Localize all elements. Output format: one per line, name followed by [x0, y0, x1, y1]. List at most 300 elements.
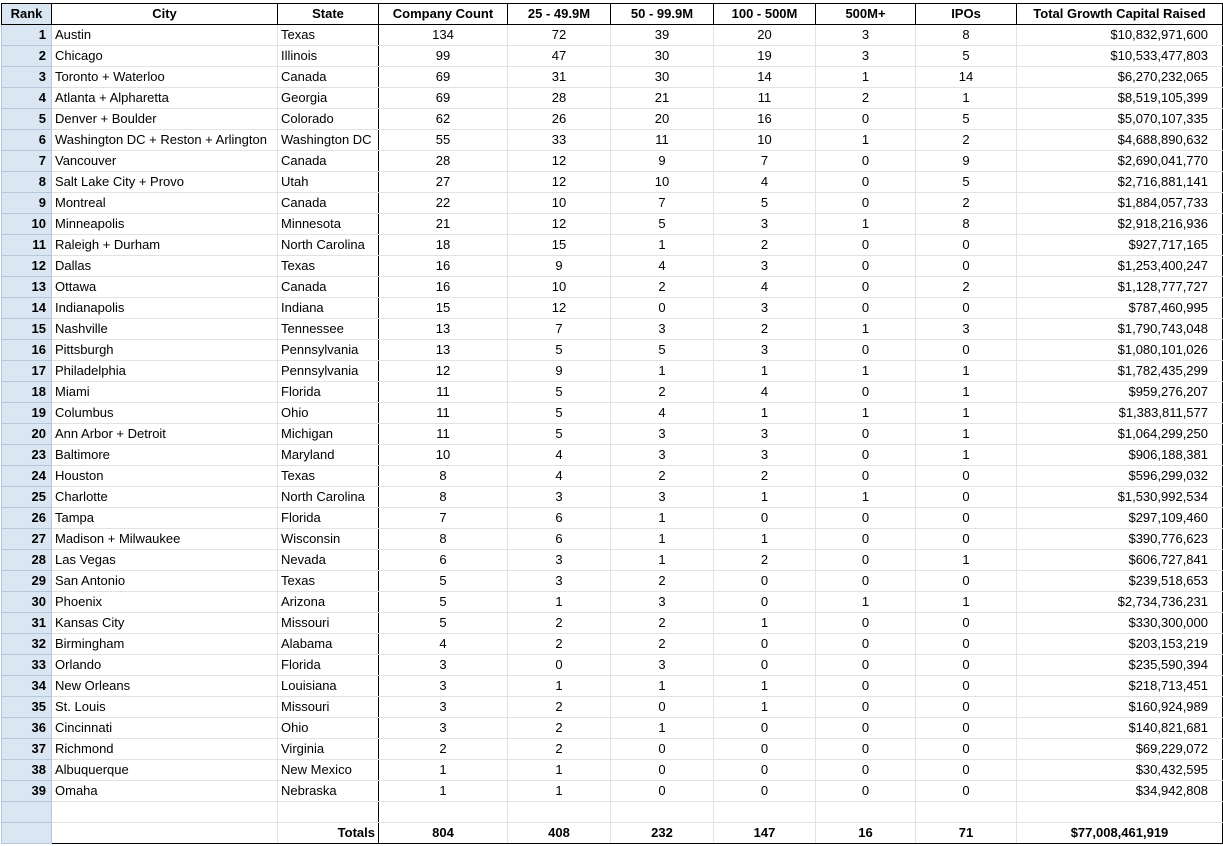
- company-count-cell[interactable]: 11: [379, 424, 508, 445]
- company-count-cell[interactable]: 16: [379, 277, 508, 298]
- total-capital-cell[interactable]: $218,713,451: [1017, 676, 1223, 697]
- city-cell[interactable]: New Orleans: [52, 676, 278, 697]
- range-500m-plus-cell[interactable]: 0: [816, 634, 916, 655]
- city-cell[interactable]: Cincinnati: [52, 718, 278, 739]
- company-count-cell[interactable]: 5: [379, 613, 508, 634]
- range-500m-plus-cell[interactable]: 1: [816, 403, 916, 424]
- total-capital-cell[interactable]: $69,229,072: [1017, 739, 1223, 760]
- ipos-cell[interactable]: 0: [916, 571, 1017, 592]
- range-500m-plus-cell[interactable]: 0: [816, 571, 916, 592]
- state-cell[interactable]: Texas: [278, 25, 379, 46]
- range-100-500m-cell[interactable]: 0: [714, 781, 816, 802]
- range-25-49m-cell[interactable]: 3: [508, 487, 611, 508]
- range-500m-plus-cell[interactable]: 0: [816, 676, 916, 697]
- company-count-cell[interactable]: 27: [379, 172, 508, 193]
- range-50-99m-cell[interactable]: 1: [611, 361, 714, 382]
- rank-cell[interactable]: 28: [2, 550, 52, 571]
- range-25-49m-cell[interactable]: 12: [508, 151, 611, 172]
- city-cell[interactable]: Columbus: [52, 403, 278, 424]
- state-cell[interactable]: Canada: [278, 67, 379, 88]
- range-50-99m-cell[interactable]: 1: [611, 718, 714, 739]
- state-cell[interactable]: New Mexico: [278, 760, 379, 781]
- ipos-cell[interactable]: 0: [916, 298, 1017, 319]
- ipos-cell[interactable]: 0: [916, 760, 1017, 781]
- rank-cell[interactable]: 15: [2, 319, 52, 340]
- rank-cell[interactable]: 31: [2, 613, 52, 634]
- range-50-99m-cell[interactable]: 39: [611, 25, 714, 46]
- rank-cell[interactable]: 29: [2, 571, 52, 592]
- state-cell[interactable]: Canada: [278, 277, 379, 298]
- company-count-cell[interactable]: 62: [379, 109, 508, 130]
- range-25-49m-cell[interactable]: 2: [508, 739, 611, 760]
- range-100-500m-cell[interactable]: 5: [714, 193, 816, 214]
- range-100-500m-cell[interactable]: 1: [714, 403, 816, 424]
- range-500m-plus-cell[interactable]: 0: [816, 466, 916, 487]
- city-cell[interactable]: Madison + Milwaukee: [52, 529, 278, 550]
- state-cell[interactable]: Florida: [278, 655, 379, 676]
- header-state[interactable]: State: [278, 4, 379, 25]
- rank-cell[interactable]: 5: [2, 109, 52, 130]
- company-count-cell[interactable]: 11: [379, 382, 508, 403]
- state-cell[interactable]: Indiana: [278, 298, 379, 319]
- ipos-cell[interactable]: 0: [916, 634, 1017, 655]
- state-cell[interactable]: Georgia: [278, 88, 379, 109]
- range-500m-plus-cell[interactable]: 0: [816, 613, 916, 634]
- range-50-99m-cell[interactable]: 20: [611, 109, 714, 130]
- ipos-cell[interactable]: 14: [916, 67, 1017, 88]
- range-25-49m-cell[interactable]: 33: [508, 130, 611, 151]
- row-header-cell[interactable]: [2, 823, 52, 844]
- cell[interactable]: [916, 802, 1017, 823]
- company-count-cell[interactable]: 10: [379, 445, 508, 466]
- range-25-49m-cell[interactable]: 15: [508, 235, 611, 256]
- city-cell[interactable]: Denver + Boulder: [52, 109, 278, 130]
- rank-cell[interactable]: 7: [2, 151, 52, 172]
- total-capital-cell[interactable]: $2,918,216,936: [1017, 214, 1223, 235]
- state-cell[interactable]: Maryland: [278, 445, 379, 466]
- company-count-cell[interactable]: 18: [379, 235, 508, 256]
- state-cell[interactable]: Virginia: [278, 739, 379, 760]
- range-25-49m-cell[interactable]: 7: [508, 319, 611, 340]
- company-count-cell[interactable]: 11: [379, 403, 508, 424]
- city-cell[interactable]: Toronto + Waterloo: [52, 67, 278, 88]
- range-100-500m-cell[interactable]: 0: [714, 739, 816, 760]
- ipos-cell[interactable]: 0: [916, 466, 1017, 487]
- total-capital-cell[interactable]: $6,270,232,065: [1017, 67, 1223, 88]
- ipos-cell[interactable]: 9: [916, 151, 1017, 172]
- rank-cell[interactable]: 4: [2, 88, 52, 109]
- range-100-500m-cell[interactable]: 4: [714, 172, 816, 193]
- state-cell[interactable]: Alabama: [278, 634, 379, 655]
- totals-label[interactable]: Totals: [278, 823, 379, 844]
- company-count-cell[interactable]: 7: [379, 508, 508, 529]
- total-capital-cell[interactable]: $959,276,207: [1017, 382, 1223, 403]
- ipos-cell[interactable]: 2: [916, 193, 1017, 214]
- city-cell[interactable]: Las Vegas: [52, 550, 278, 571]
- range-100-500m-cell[interactable]: 1: [714, 487, 816, 508]
- total-capital-cell[interactable]: $1,064,299,250: [1017, 424, 1223, 445]
- ipos-cell[interactable]: 0: [916, 487, 1017, 508]
- range-25-49m-cell[interactable]: 3: [508, 571, 611, 592]
- state-cell[interactable]: Canada: [278, 151, 379, 172]
- company-count-cell[interactable]: 8: [379, 529, 508, 550]
- range-500m-plus-cell[interactable]: 0: [816, 781, 916, 802]
- rank-cell[interactable]: 9: [2, 193, 52, 214]
- range-500m-plus-cell[interactable]: 3: [816, 25, 916, 46]
- rank-cell[interactable]: 38: [2, 760, 52, 781]
- company-count-cell[interactable]: 1: [379, 760, 508, 781]
- ipos-cell[interactable]: 0: [916, 235, 1017, 256]
- city-cell[interactable]: Atlanta + Alpharetta: [52, 88, 278, 109]
- total-capital-cell[interactable]: $906,188,381: [1017, 445, 1223, 466]
- range-500m-plus-cell[interactable]: 0: [816, 550, 916, 571]
- range-25-49m-cell[interactable]: 4: [508, 445, 611, 466]
- range-100-500m-cell[interactable]: 3: [714, 298, 816, 319]
- range-50-99m-cell[interactable]: 2: [611, 634, 714, 655]
- range-100-500m-cell[interactable]: 0: [714, 508, 816, 529]
- cell[interactable]: [278, 802, 379, 823]
- range-50-99m-cell[interactable]: 2: [611, 466, 714, 487]
- city-cell[interactable]: Omaha: [52, 781, 278, 802]
- range-500m-plus-cell[interactable]: 0: [816, 256, 916, 277]
- range-100-500m-cell[interactable]: 1: [714, 529, 816, 550]
- range-500m-plus-cell[interactable]: 0: [816, 529, 916, 550]
- header-50-99m[interactable]: 50 - 99.9M: [611, 4, 714, 25]
- range-100-500m-cell[interactable]: 11: [714, 88, 816, 109]
- ipos-cell[interactable]: 0: [916, 655, 1017, 676]
- total-capital-cell[interactable]: $1,782,435,299: [1017, 361, 1223, 382]
- total-capital-cell[interactable]: $1,253,400,247: [1017, 256, 1223, 277]
- city-cell[interactable]: Ottawa: [52, 277, 278, 298]
- range-25-49m-cell[interactable]: 12: [508, 172, 611, 193]
- range-25-49m-cell[interactable]: 2: [508, 634, 611, 655]
- state-cell[interactable]: Nevada: [278, 550, 379, 571]
- range-500m-plus-cell[interactable]: 1: [816, 487, 916, 508]
- company-count-cell[interactable]: 8: [379, 487, 508, 508]
- total-capital-cell[interactable]: $239,518,653: [1017, 571, 1223, 592]
- range-500m-plus-cell[interactable]: 0: [816, 109, 916, 130]
- range-50-99m-cell[interactable]: 30: [611, 46, 714, 67]
- total-capital-cell[interactable]: $203,153,219: [1017, 634, 1223, 655]
- rank-cell[interactable]: 17: [2, 361, 52, 382]
- city-cell[interactable]: Salt Lake City + Provo: [52, 172, 278, 193]
- rank-cell[interactable]: 34: [2, 676, 52, 697]
- header-25-49m[interactable]: 25 - 49.9M: [508, 4, 611, 25]
- company-count-cell[interactable]: 16: [379, 256, 508, 277]
- range-500m-plus-cell[interactable]: 1: [816, 592, 916, 613]
- range-100-500m-cell[interactable]: 0: [714, 571, 816, 592]
- range-100-500m-cell[interactable]: 16: [714, 109, 816, 130]
- company-count-cell[interactable]: 3: [379, 697, 508, 718]
- range-100-500m-cell[interactable]: 3: [714, 340, 816, 361]
- header-company-count[interactable]: Company Count: [379, 4, 508, 25]
- ipos-cell[interactable]: 1: [916, 424, 1017, 445]
- range-500m-plus-cell[interactable]: 0: [816, 172, 916, 193]
- ipos-cell[interactable]: 0: [916, 508, 1017, 529]
- state-cell[interactable]: Texas: [278, 571, 379, 592]
- total-capital-cell[interactable]: $10,533,477,803: [1017, 46, 1223, 67]
- total-capital-cell[interactable]: $2,690,041,770: [1017, 151, 1223, 172]
- total-capital-cell[interactable]: $1,080,101,026: [1017, 340, 1223, 361]
- total-capital-cell[interactable]: $160,924,989: [1017, 697, 1223, 718]
- range-25-49m-cell[interactable]: 1: [508, 760, 611, 781]
- company-count-cell[interactable]: 5: [379, 592, 508, 613]
- range-100-500m-cell[interactable]: 14: [714, 67, 816, 88]
- range-25-49m-cell[interactable]: 28: [508, 88, 611, 109]
- total-capital-cell[interactable]: $140,821,681: [1017, 718, 1223, 739]
- city-cell[interactable]: Charlotte: [52, 487, 278, 508]
- range-500m-plus-cell[interactable]: 0: [816, 445, 916, 466]
- totals-ipos[interactable]: 71: [916, 823, 1017, 844]
- cell[interactable]: [816, 802, 916, 823]
- range-25-49m-cell[interactable]: 4: [508, 466, 611, 487]
- range-500m-plus-cell[interactable]: 1: [816, 130, 916, 151]
- header-ipos[interactable]: IPOs: [916, 4, 1017, 25]
- range-50-99m-cell[interactable]: 1: [611, 235, 714, 256]
- rank-cell[interactable]: 12: [2, 256, 52, 277]
- header-total-capital[interactable]: Total Growth Capital Raised: [1017, 4, 1223, 25]
- ipos-cell[interactable]: 2: [916, 130, 1017, 151]
- total-capital-cell[interactable]: $30,432,595: [1017, 760, 1223, 781]
- range-50-99m-cell[interactable]: 10: [611, 172, 714, 193]
- company-count-cell[interactable]: 3: [379, 718, 508, 739]
- range-50-99m-cell[interactable]: 0: [611, 760, 714, 781]
- state-cell[interactable]: Ohio: [278, 403, 379, 424]
- range-50-99m-cell[interactable]: 3: [611, 655, 714, 676]
- range-100-500m-cell[interactable]: 1: [714, 613, 816, 634]
- state-cell[interactable]: Arizona: [278, 592, 379, 613]
- range-25-49m-cell[interactable]: 2: [508, 718, 611, 739]
- ipos-cell[interactable]: 1: [916, 88, 1017, 109]
- state-cell[interactable]: Louisiana: [278, 676, 379, 697]
- cell[interactable]: [52, 823, 278, 844]
- range-500m-plus-cell[interactable]: 0: [816, 424, 916, 445]
- range-100-500m-cell[interactable]: 4: [714, 277, 816, 298]
- ipos-cell[interactable]: 1: [916, 550, 1017, 571]
- total-capital-cell[interactable]: $1,383,811,577: [1017, 403, 1223, 424]
- rank-cell[interactable]: 39: [2, 781, 52, 802]
- company-count-cell[interactable]: 3: [379, 676, 508, 697]
- range-50-99m-cell[interactable]: 4: [611, 256, 714, 277]
- ipos-cell[interactable]: 1: [916, 403, 1017, 424]
- range-100-500m-cell[interactable]: 3: [714, 424, 816, 445]
- city-cell[interactable]: Montreal: [52, 193, 278, 214]
- totals-25-49m[interactable]: 408: [508, 823, 611, 844]
- city-cell[interactable]: Philadelphia: [52, 361, 278, 382]
- rank-cell[interactable]: 10: [2, 214, 52, 235]
- range-25-49m-cell[interactable]: 26: [508, 109, 611, 130]
- city-cell[interactable]: Baltimore: [52, 445, 278, 466]
- range-50-99m-cell[interactable]: 1: [611, 508, 714, 529]
- range-100-500m-cell[interactable]: 0: [714, 634, 816, 655]
- range-500m-plus-cell[interactable]: 0: [816, 508, 916, 529]
- rank-cell[interactable]: 27: [2, 529, 52, 550]
- total-capital-cell[interactable]: $1,790,743,048: [1017, 319, 1223, 340]
- range-100-500m-cell[interactable]: 10: [714, 130, 816, 151]
- rank-cell[interactable]: 25: [2, 487, 52, 508]
- ipos-cell[interactable]: 1: [916, 361, 1017, 382]
- cell[interactable]: [379, 802, 508, 823]
- range-100-500m-cell[interactable]: 2: [714, 235, 816, 256]
- header-100-500m[interactable]: 100 - 500M: [714, 4, 816, 25]
- total-capital-cell[interactable]: $5,070,107,335: [1017, 109, 1223, 130]
- company-count-cell[interactable]: 22: [379, 193, 508, 214]
- range-25-49m-cell[interactable]: 72: [508, 25, 611, 46]
- total-capital-cell[interactable]: $787,460,995: [1017, 298, 1223, 319]
- total-capital-cell[interactable]: $390,776,623: [1017, 529, 1223, 550]
- range-25-49m-cell[interactable]: 12: [508, 298, 611, 319]
- ipos-cell[interactable]: 3: [916, 319, 1017, 340]
- range-25-49m-cell[interactable]: 5: [508, 403, 611, 424]
- cell[interactable]: [52, 802, 278, 823]
- state-cell[interactable]: Wisconsin: [278, 529, 379, 550]
- range-50-99m-cell[interactable]: 0: [611, 739, 714, 760]
- range-100-500m-cell[interactable]: 1: [714, 676, 816, 697]
- total-capital-cell[interactable]: $2,734,736,231: [1017, 592, 1223, 613]
- range-25-49m-cell[interactable]: 2: [508, 613, 611, 634]
- range-500m-plus-cell[interactable]: 0: [816, 382, 916, 403]
- range-500m-plus-cell[interactable]: 1: [816, 214, 916, 235]
- range-25-49m-cell[interactable]: 5: [508, 382, 611, 403]
- state-cell[interactable]: Missouri: [278, 613, 379, 634]
- rank-cell[interactable]: 6: [2, 130, 52, 151]
- range-50-99m-cell[interactable]: 7: [611, 193, 714, 214]
- total-capital-cell[interactable]: $8,519,105,399: [1017, 88, 1223, 109]
- range-100-500m-cell[interactable]: 0: [714, 718, 816, 739]
- range-500m-plus-cell[interactable]: 0: [816, 193, 916, 214]
- rank-cell[interactable]: 37: [2, 739, 52, 760]
- range-50-99m-cell[interactable]: 0: [611, 781, 714, 802]
- city-cell[interactable]: Chicago: [52, 46, 278, 67]
- totals-50-99m[interactable]: 232: [611, 823, 714, 844]
- city-cell[interactable]: Washington DC + Reston + Arlington: [52, 130, 278, 151]
- company-count-cell[interactable]: 15: [379, 298, 508, 319]
- range-25-49m-cell[interactable]: 1: [508, 592, 611, 613]
- company-count-cell[interactable]: 28: [379, 151, 508, 172]
- company-count-cell[interactable]: 4: [379, 634, 508, 655]
- city-cell[interactable]: Tampa: [52, 508, 278, 529]
- ipos-cell[interactable]: 0: [916, 256, 1017, 277]
- range-25-49m-cell[interactable]: 31: [508, 67, 611, 88]
- city-cell[interactable]: Albuquerque: [52, 760, 278, 781]
- rank-cell[interactable]: 35: [2, 697, 52, 718]
- city-cell[interactable]: Pittsburgh: [52, 340, 278, 361]
- city-cell[interactable]: Austin: [52, 25, 278, 46]
- total-capital-cell[interactable]: $4,688,890,632: [1017, 130, 1223, 151]
- range-25-49m-cell[interactable]: 1: [508, 781, 611, 802]
- range-100-500m-cell[interactable]: 3: [714, 256, 816, 277]
- city-cell[interactable]: St. Louis: [52, 697, 278, 718]
- range-500m-plus-cell[interactable]: 0: [816, 340, 916, 361]
- city-cell[interactable]: San Antonio: [52, 571, 278, 592]
- ipos-cell[interactable]: 2: [916, 277, 1017, 298]
- range-50-99m-cell[interactable]: 2: [611, 382, 714, 403]
- company-count-cell[interactable]: 3: [379, 655, 508, 676]
- state-cell[interactable]: Canada: [278, 193, 379, 214]
- state-cell[interactable]: Pennsylvania: [278, 340, 379, 361]
- rank-cell[interactable]: 8: [2, 172, 52, 193]
- company-count-cell[interactable]: 6: [379, 550, 508, 571]
- range-25-49m-cell[interactable]: 6: [508, 529, 611, 550]
- rank-cell[interactable]: 23: [2, 445, 52, 466]
- range-100-500m-cell[interactable]: 1: [714, 361, 816, 382]
- range-500m-plus-cell[interactable]: 1: [816, 67, 916, 88]
- range-25-49m-cell[interactable]: 2: [508, 697, 611, 718]
- ipos-cell[interactable]: 5: [916, 172, 1017, 193]
- city-cell[interactable]: Phoenix: [52, 592, 278, 613]
- city-cell[interactable]: Dallas: [52, 256, 278, 277]
- range-50-99m-cell[interactable]: 9: [611, 151, 714, 172]
- range-50-99m-cell[interactable]: 3: [611, 319, 714, 340]
- ipos-cell[interactable]: 1: [916, 445, 1017, 466]
- company-count-cell[interactable]: 99: [379, 46, 508, 67]
- state-cell[interactable]: North Carolina: [278, 487, 379, 508]
- rank-cell[interactable]: 26: [2, 508, 52, 529]
- range-25-49m-cell[interactable]: 5: [508, 424, 611, 445]
- rank-cell[interactable]: 20: [2, 424, 52, 445]
- cell[interactable]: [508, 802, 611, 823]
- range-50-99m-cell[interactable]: 0: [611, 298, 714, 319]
- range-500m-plus-cell[interactable]: 2: [816, 88, 916, 109]
- city-cell[interactable]: Richmond: [52, 739, 278, 760]
- total-capital-cell[interactable]: $1,884,057,733: [1017, 193, 1223, 214]
- city-cell[interactable]: Orlando: [52, 655, 278, 676]
- state-cell[interactable]: North Carolina: [278, 235, 379, 256]
- rank-cell[interactable]: 19: [2, 403, 52, 424]
- range-500m-plus-cell[interactable]: 0: [816, 739, 916, 760]
- range-50-99m-cell[interactable]: 0: [611, 697, 714, 718]
- city-cell[interactable]: Raleigh + Durham: [52, 235, 278, 256]
- total-capital-cell[interactable]: $596,299,032: [1017, 466, 1223, 487]
- ipos-cell[interactable]: 8: [916, 25, 1017, 46]
- ipos-cell[interactable]: 0: [916, 340, 1017, 361]
- range-500m-plus-cell[interactable]: 0: [816, 697, 916, 718]
- range-500m-plus-cell[interactable]: 0: [816, 235, 916, 256]
- ipos-cell[interactable]: 0: [916, 739, 1017, 760]
- city-cell[interactable]: Kansas City: [52, 613, 278, 634]
- total-capital-cell[interactable]: $235,590,394: [1017, 655, 1223, 676]
- state-cell[interactable]: Illinois: [278, 46, 379, 67]
- total-capital-cell[interactable]: $1,530,992,534: [1017, 487, 1223, 508]
- header-500m-plus[interactable]: 500M+: [816, 4, 916, 25]
- state-cell[interactable]: Ohio: [278, 718, 379, 739]
- range-50-99m-cell[interactable]: 2: [611, 571, 714, 592]
- state-cell[interactable]: Florida: [278, 382, 379, 403]
- range-100-500m-cell[interactable]: 3: [714, 445, 816, 466]
- totals-total-capital[interactable]: $77,008,461,919: [1017, 823, 1223, 844]
- state-cell[interactable]: Pennsylvania: [278, 361, 379, 382]
- state-cell[interactable]: Michigan: [278, 424, 379, 445]
- cell[interactable]: [1017, 802, 1223, 823]
- total-capital-cell[interactable]: $34,942,808: [1017, 781, 1223, 802]
- total-capital-cell[interactable]: $330,300,000: [1017, 613, 1223, 634]
- range-100-500m-cell[interactable]: 19: [714, 46, 816, 67]
- rank-cell[interactable]: 32: [2, 634, 52, 655]
- total-capital-cell[interactable]: $297,109,460: [1017, 508, 1223, 529]
- city-cell[interactable]: Vancouver: [52, 151, 278, 172]
- company-count-cell[interactable]: 2: [379, 739, 508, 760]
- rank-cell[interactable]: 30: [2, 592, 52, 613]
- state-cell[interactable]: Tennessee: [278, 319, 379, 340]
- total-capital-cell[interactable]: $1,128,777,727: [1017, 277, 1223, 298]
- ipos-cell[interactable]: 8: [916, 214, 1017, 235]
- company-count-cell[interactable]: 5: [379, 571, 508, 592]
- city-cell[interactable]: Houston: [52, 466, 278, 487]
- total-capital-cell[interactable]: $2,716,881,141: [1017, 172, 1223, 193]
- range-25-49m-cell[interactable]: 10: [508, 277, 611, 298]
- ipos-cell[interactable]: 1: [916, 382, 1017, 403]
- range-500m-plus-cell[interactable]: 1: [816, 319, 916, 340]
